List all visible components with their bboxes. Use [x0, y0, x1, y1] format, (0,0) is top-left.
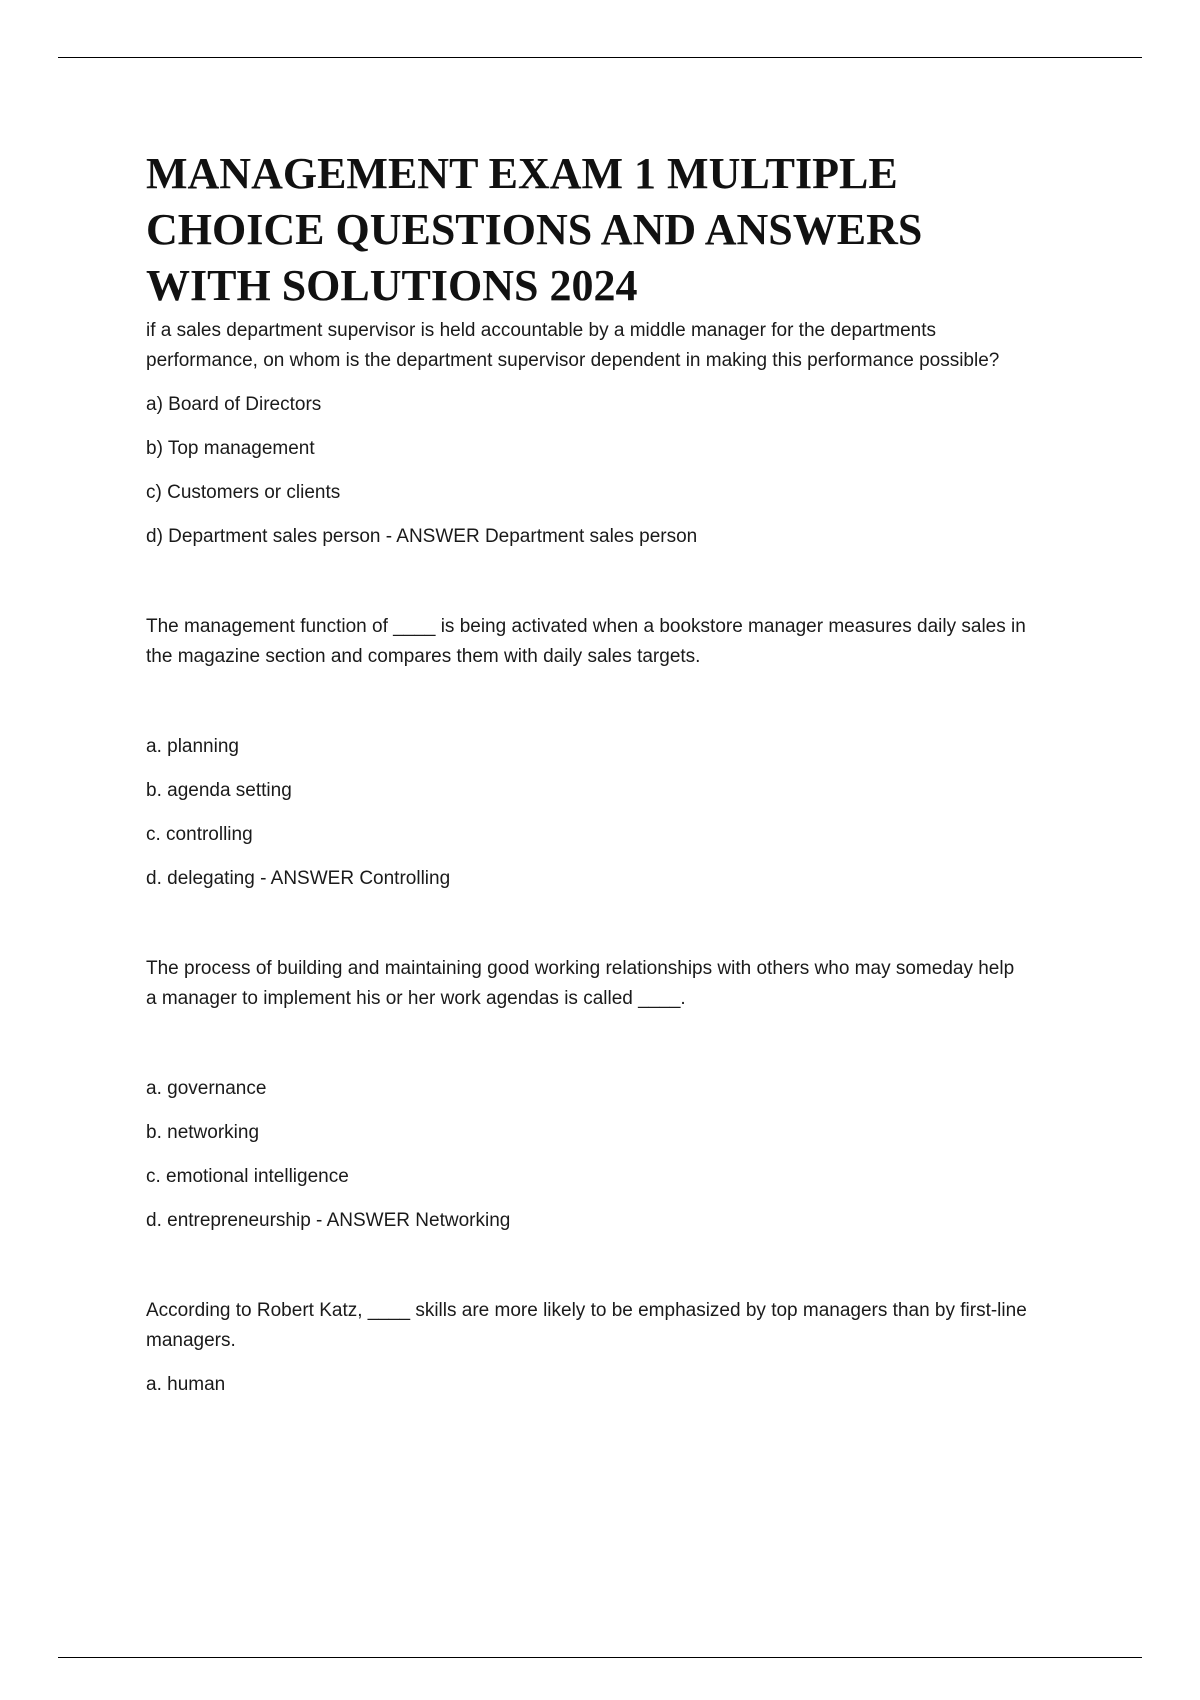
- answer-option: b. agenda setting: [146, 780, 292, 801]
- question-line: performance, on whom is the department supervisor dependent in making this performance possible?: [146, 350, 1000, 371]
- answer-option-with-answer: d) Department sales person - ANSWER Department sales person: [146, 526, 698, 547]
- document-title: [146, 146, 1096, 314]
- answer-option: b) Top management: [146, 438, 315, 459]
- question-text: [146, 612, 1096, 672]
- answer-option: a. governance: [146, 1078, 267, 1099]
- answer-option: c) Customers or clients: [146, 482, 341, 503]
- question-text: [146, 1296, 1096, 1356]
- question-line: if a sales department supervisor is held accountable by a middle manager for the departments: [146, 320, 936, 341]
- answer-option: c. controlling: [146, 824, 253, 845]
- question-line: the magazine section and compares them with daily sales targets.: [146, 646, 701, 667]
- question-line: The management function of ____ is being activated when a bookstore manager measures daily sales in: [146, 616, 1026, 637]
- answer-option-with-answer: d. delegating - ANSWER Controlling: [146, 868, 451, 889]
- answer-option: c. emotional intelligence: [146, 1166, 349, 1187]
- answer-option: a) Board of Directors: [146, 394, 322, 415]
- answer-option: a. human: [146, 1374, 226, 1395]
- document-body: [146, 146, 1096, 1400]
- title-line: WITH SOLUTIONS 2024: [146, 261, 638, 310]
- question-block: [146, 954, 1096, 1236]
- question-line: managers.: [146, 1330, 236, 1351]
- question-block: [146, 1296, 1096, 1400]
- answer-option: a. planning: [146, 736, 239, 757]
- question-line: According to Robert Katz, ____ skills are more likely to be emphasized by top managers than by first-line: [146, 1300, 1027, 1321]
- title-line: CHOICE QUESTIONS AND ANSWERS: [146, 205, 923, 254]
- answer-option-with-answer: d. entrepreneurship - ANSWER Networking: [146, 1210, 511, 1231]
- question-block: [146, 612, 1096, 894]
- question-text: [146, 954, 1096, 1014]
- answer-option: b. networking: [146, 1122, 260, 1143]
- question-line: a manager to implement his or her work agendas is called ____.: [146, 988, 686, 1009]
- title-line: MANAGEMENT EXAM 1 MULTIPLE: [146, 149, 898, 198]
- top-rule: [58, 57, 1142, 58]
- question-text: [146, 316, 1096, 376]
- question-block: [146, 316, 1096, 552]
- bottom-rule: [58, 1657, 1142, 1658]
- question-line: The process of building and maintaining good working relationships with others who may someday help: [146, 958, 1015, 979]
